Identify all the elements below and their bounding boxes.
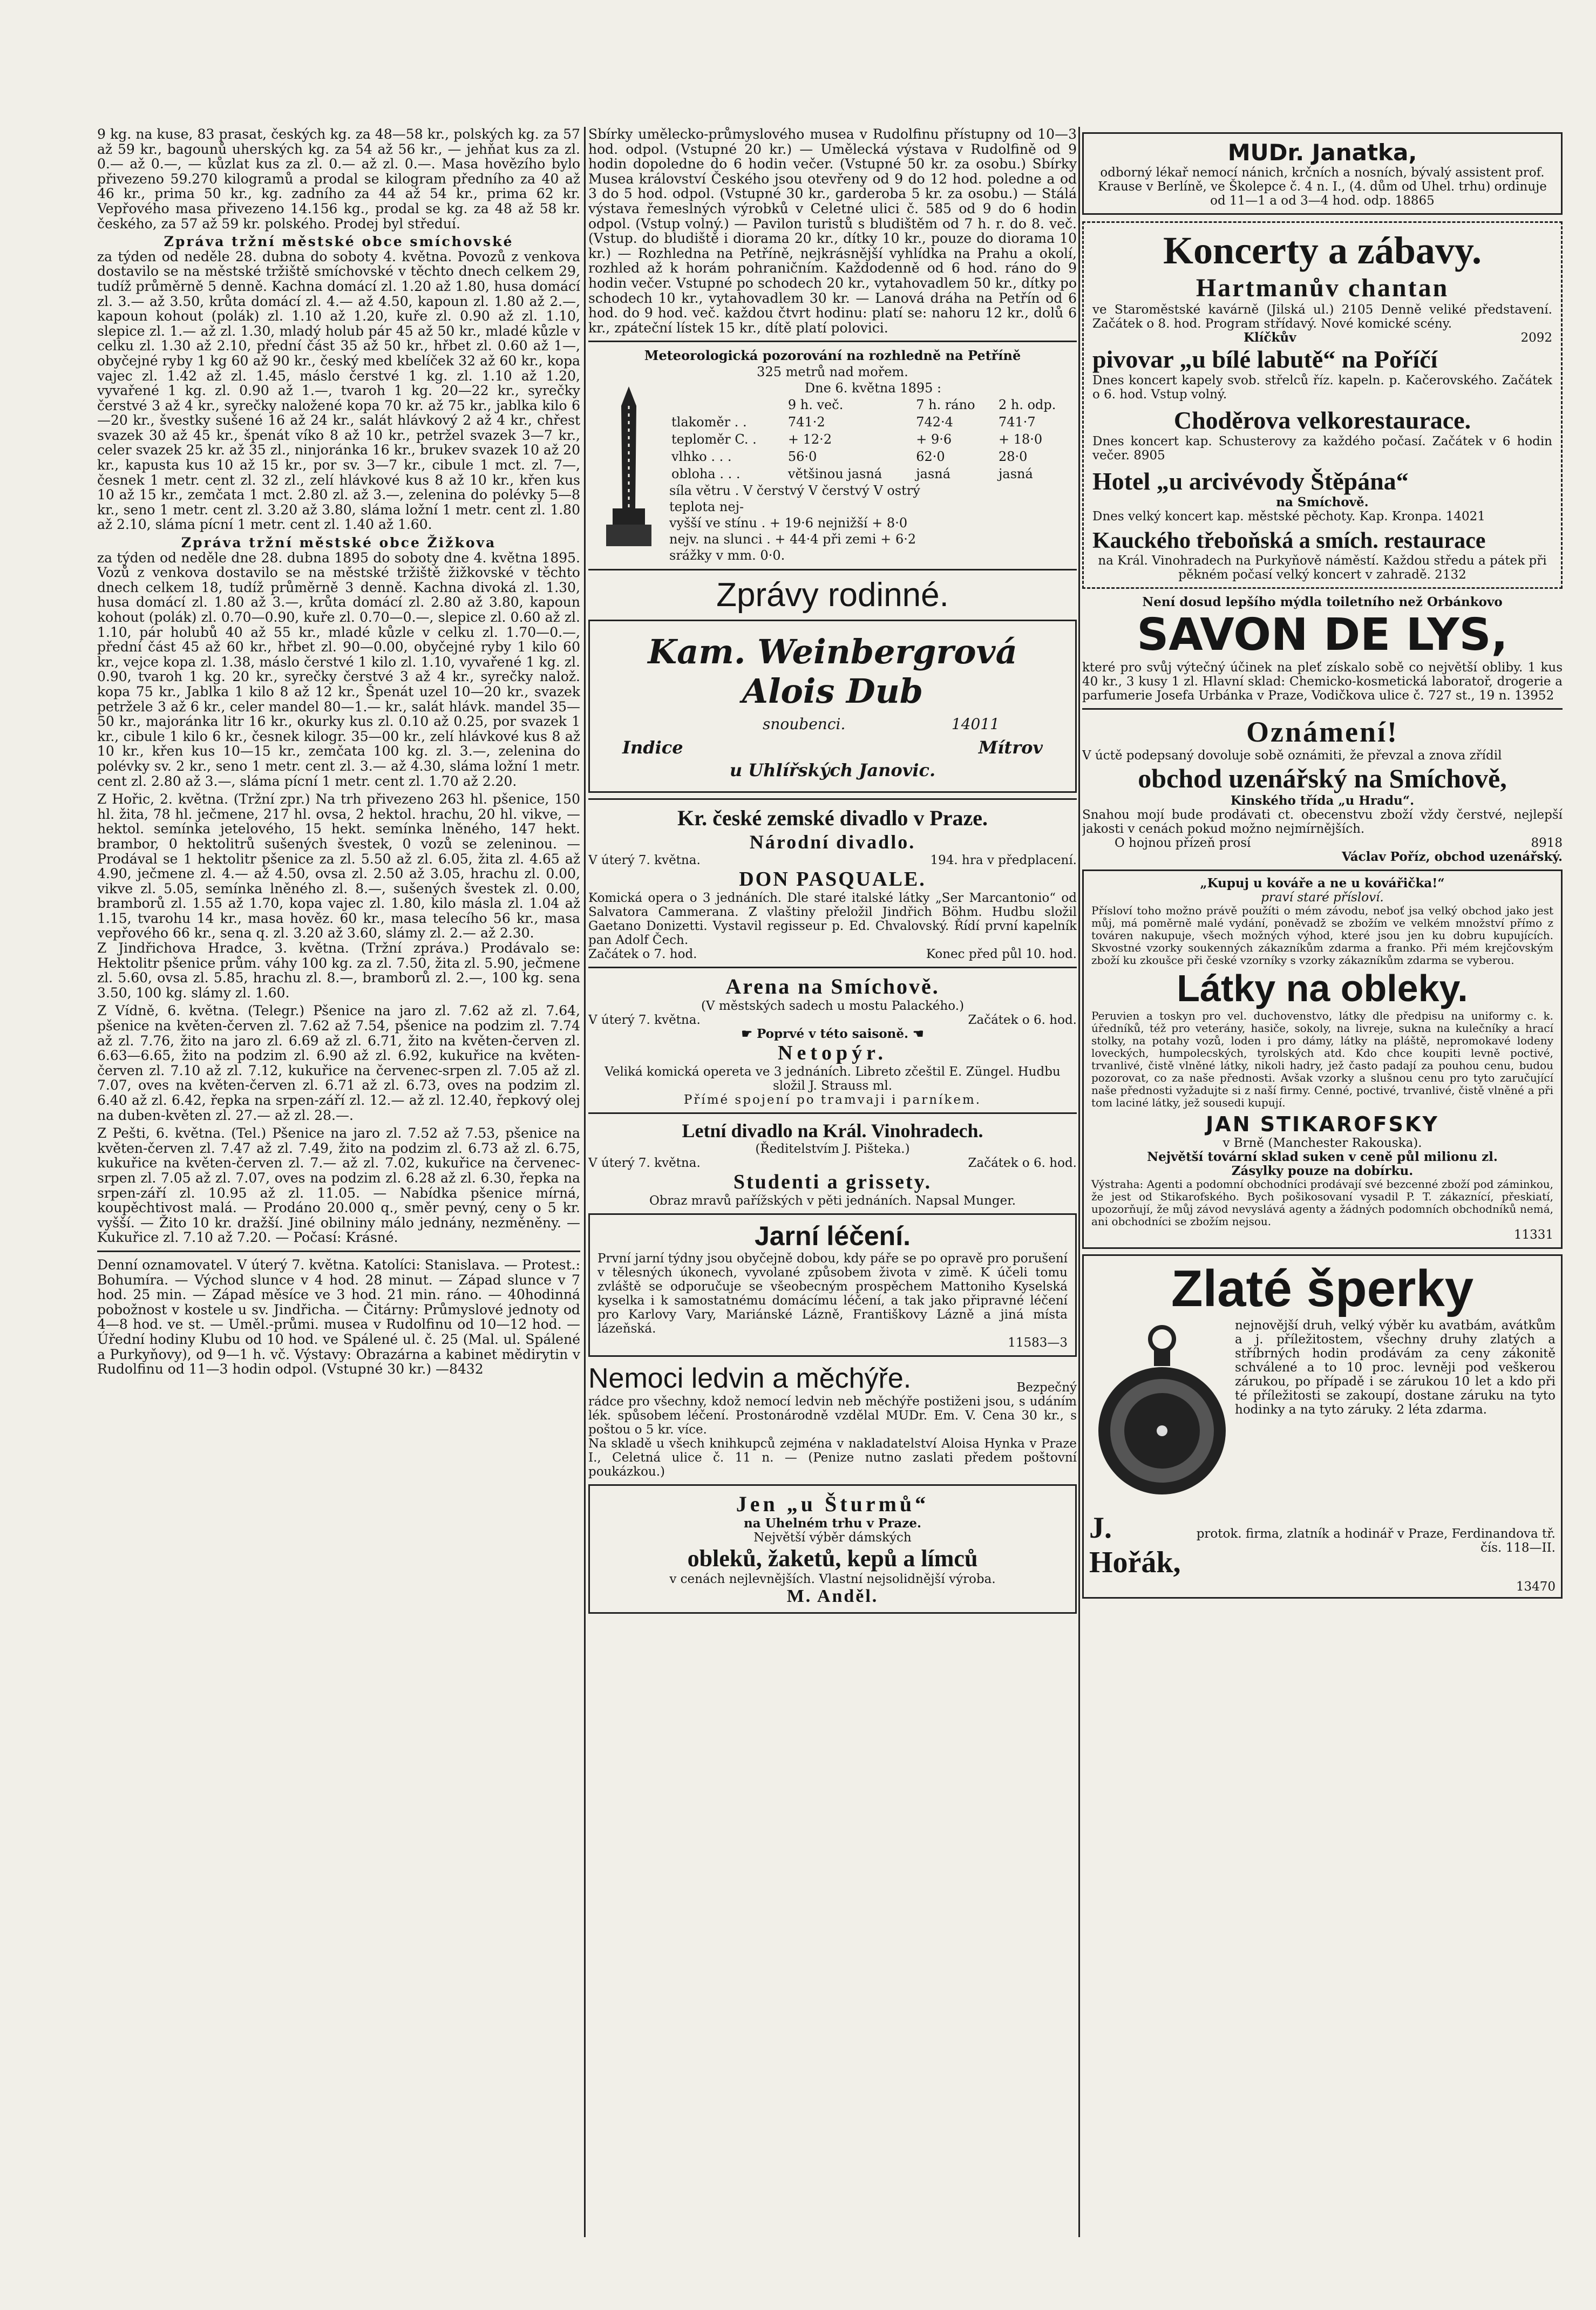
pivovar-details: Dnes koncert kapely svob. střelců říz. kapeln. p. Kačerovského. Začátek o 6. hod. Vstup volný. (1092, 373, 1552, 402)
weather-cell: 741·2 (787, 415, 825, 430)
column-rule (1078, 127, 1080, 2237)
soap-intro: Není dosud lepšího mýdla toiletního než Orbánkovo (1142, 595, 1503, 609)
hradec-report: Z Jindřichova Hradce, 3. května. (Tržní zpráva.) Prodávalo se: Hektolitr pšenice prům. váhy 100 kg. za zl. 7.50, žita zl. 5.90, ječmene zl. 5.60, ovsa zl. 5.85, hrachu zl. 8.—, bramborů zl. 2.—, 100 kg. sena 3.50, 100 kg. slámy zl. 1.60. (97, 940, 580, 1001)
sturm-goods: obleků, žaketů, kepů a límců (687, 1545, 978, 1572)
stikarofsky-slogan: Největší tovární sklad suken v ceně půl milionu zl. (1147, 1150, 1498, 1164)
butcher-owner: Václav Poříz, obchod uzenářský. (1342, 850, 1563, 864)
divider (1082, 708, 1563, 710)
spring-cure-title: Jarní léčení. (754, 1221, 911, 1252)
pest-report: Z Pešti, 6. května. (Tel.) Pšenice na jaro zl. 7.52 až 7.53, pšenice na květen-červen zl. 7.47 až zl. 7.49, žito na podzim zl. 6.73 až zl. 6.75, kukuřice na květen-červen zl. 7.— až zl. 7.02, kukuřice na červenec-srpen zl. 7.05 až zl. 7.07, oves na podzim zl. 6.28 až zl. 6.30, řepka na srpen-září zl. 10.95 až zl. 11.05. — Nabídka pšenice mírná, koupěchtivost malá. — Prodáno 20.000 q., směr pevný, ceny o 5 kr. vyšší. — Žito 10 kr. dražší. Jiné obilniny málo jednány, nezměněny. — Kukuřice zl. 7.10 až 7.20. — Počasí: Krásné. (97, 1125, 580, 1246)
engagement-place: u Uhlířských Janovic. (729, 760, 936, 781)
weather-cell: jasná (998, 466, 1033, 482)
hotel-details: Dnes velký koncert kap. městské pěchoty. Kap. Kronpa. 14021 (1092, 509, 1485, 524)
summer-play-description: Obraz mravů pařížských v pěti jednáních. Napsal Munger. (649, 1194, 1016, 1208)
arena-location: (V městských sadech u mostu Palackého.) (701, 999, 965, 1014)
summer-theatre-heading: Letní divadlo na Král. Vinohradech. (682, 1120, 983, 1142)
summer-theatre-start: Začátek o 6. hod. (968, 1156, 1077, 1171)
arena-date: V úterý 7. května. (588, 1013, 701, 1028)
latky-title: Látky na obleky. (1177, 967, 1468, 1009)
sturm-location: na Uhelném trhu v Praze. (743, 1516, 922, 1531)
announcement-title: Oznámení! (1246, 716, 1398, 748)
weather-cell: + 18·0 (998, 432, 1043, 447)
arena-heading: Arena na Smíchově. (725, 974, 940, 999)
divider (588, 798, 1077, 800)
choder-details: Dnes koncert kap. Schusterovy za každého počasí. Začátek v 6 hodin večer. 8905 (1092, 434, 1552, 463)
engagement-label: snoubenci. (763, 715, 846, 733)
announcement-intro: V úctě podepsaný dovoluje sobě oznámiti, že převzal a znova zřídil (1082, 749, 1502, 763)
weather-temp: teplota nej- (669, 499, 744, 515)
sturm-shop-ad (588, 1484, 1077, 1614)
horak-number: 13470 (1516, 1580, 1556, 1594)
operetta-title: Netopýr. (778, 1042, 887, 1065)
hotel-title: Hotel „u arcivévody Štěpána“ (1092, 467, 1409, 495)
column-market-reports (97, 127, 580, 2237)
engagement-bride: Kam. Weinbergrová (648, 632, 1017, 672)
weather-cell: většinou jasná (787, 466, 882, 482)
hotel-location: na Smíchově. (1276, 495, 1369, 509)
museum-notice: Sbírky umělecko-průmyslového musea v Rudolfinu přístupny od 10—3 hod. odpol. (Vstupné 20 kr.) — Umělecká výstava v Rudolfině od 9 hodin dopoledne do 6 hodin večer. (Vstupné 50 kr. za osobu.) Sbírky Musea království Českého jsou otevřeny od 9 do 12 hod. poledne a od 3 do 5 hod. odpol. (Vstupné 30 kr., garderoba 5 kr. za osobu.) — Stálá výstava řemeslných výrobků v Celetné ulici č. 585 od 9 do 6 hodin odpol. (Vstup volný.) — Pavilon turistů s bludištěm od 7 h. r. do 8. več. (Vstup. do bludiště i diorama 20 kr., dítky 10 kr., pouze do diorama 10 kr.) — Rozhledna na Petříně, nejkrásnější vyhlídka na Prahu a okolí, rozhled až k horám pohraničním. Každodenně od 6 hod. ráno do 9 hodin večer. Vstupné po schodech 20 kr., vytahovadlem 50 kr., dítky po schodech 10 kr., vytahovadlem 30 kr. — Lanová dráha na Petřín od 6 hod. do 9 hod. več. každou čtvrt hodinu: platí se: nahoru 12 kr., dolů 6 kr., zpáteční lístek 15 kr., dítě platí polovici. (588, 127, 1077, 336)
janatka-ad (1082, 132, 1563, 215)
stikarofsky-number: 11331 (1513, 1228, 1553, 1242)
engagement-place-left: Indice (622, 737, 683, 758)
weather-title: Meteorologická pozorování na rozhledně na Petříně (644, 348, 1021, 364)
theatre-heading: Kr. české zemské divadlo v Praze. (677, 806, 988, 831)
vienna-report: Z Vídně, 6. května. (Telegr.) Pšenice na jaro zl. 7.62 až zl. 7.64, pšenice na květen-červen zl. 7.62 až 7.54, pšenice na podzim zl. 7.74 až zl. 7.76, žito na jaro zl. 6.69 až zl. 6.71, žito na květen-červen zl. 6.63—6.65, žito na podzim zl. 6.90 až zl. 6.92, kukuřice na květen-červen zl. 7.10 až zl. 7.12, kukuřice na červenec-srpen zl. 7.05 až zl. 7.07, oves na květen-červen zl. 6.71 až zl. 6.73, oves na podzim zl. 6.40 až zl. 6.42, řepka na srpen-září zl. 12.— až zl. 12.40, řepkový olej na duben-květen zl. 27.— až zl. 28.—. (97, 1003, 580, 1123)
divider (588, 569, 1077, 570)
kupuj-body: Přísloví toho možno právě použíti o mém závodu, neboť jsa velký obchod jako jest můj, má poměrně malé vydání, poněvadž se zbožím ve velkém množství přímo z továren nakupuje, všech možných výhod, které jsou jen ku dobru kupujících. Skvostné vzorky soukenných zákazníkům zdarma a franko. Při mém krejčovským zboží ku zkoušce při české vzorníky s vzorky zákazníkům zdarma se vyberou. (1091, 904, 1553, 967)
weather-cell: jasná (916, 466, 951, 482)
stikarofsky-warning: Výstraha: Agenti a podomní obchodníci prodávají své bezcenné zboží pod záminkou, že jest od Stikarofského. Bych pošikosovaní vysadil P. T. zákaznící, přeskiatí, upozorňují, že můj závod nevyslává agenty a žádných podomních obchodníků nemá, ani obchodníci se zbožím nejsou. (1091, 1178, 1553, 1228)
weather-col-header: 2 h. odp. (998, 397, 1056, 413)
kidney-book-body: rádce pro všechny, kdož nemocí ledvin neb měchýře postiženi jsou, s udáním lék. spůsobem léčení. Prostonárodně vzdělal MUDr. Em. V. Cena 30 kr., s poštou o 5 kr. více. (588, 1395, 1077, 1437)
play-title: DON PASQUALE. (739, 868, 926, 891)
summer-play-title: Studenti a grissety. (733, 1171, 932, 1194)
operetta-description: Veliká komická opereta ve 3 jednáních. Libreto zčeštil E. Züngel. Hudbu složil J. Strauss ml. (605, 1065, 1061, 1093)
weather-cell: 741·7 (998, 415, 1036, 430)
family-news-heading: Zprávy rodinné. (716, 576, 949, 614)
sturm-prices: v cenách nejlevnějších. Vlastní nejsolidnější výroba. (669, 1572, 996, 1587)
weather-cell: 62·0 (916, 449, 945, 465)
zizkov-report: za týden od neděle dne 28. dubna 1895 do soboty dne 4. května 1895. Vozů z venkova dostavilo se na městské tržiště žižkovské v těchto dnech celkem 18, tudíž průměrně 3 denně. Kachna divoká zl. 1.30, husa domácí zl. 1.80 až 3.—, krůta domácí zl. 2.80 až 3.80, kapoun kohout (polák) zl. 0.70—0.90, kuře zl. 0.70—0.—, slepice zl. 0.60 až zl. 1.10, pár holubů 40 až 55 kr., mladé kůzle v celku zl. 1.70—0.—, přední část 45 až 60 kr., hřbet zl. 90—0.00, obyčejné ryby 1 kilo 60 kr., vejce kopa zl. 1.38, máslo čerstvé 1 kilo zl. 1.10, vyvařené 1 kg. zl. 0.90, tvaroh 1 kg. 20 kr., syrečky čerstvé 3 až 4 kr., syrečky nalož. kopa 75 kr., Jablka 1 kilo 8 až 12 kr., Špenát uzel 10—20 kr., svazek petržele 3 až 6 kr., celer mandel 80—1.— kr., salát hlávk. mandel 35—50 kr., majoránka litr 16 kr., okurky kus zl. 0.10 až 0.25, por svazek 1 kr., cibule 1 kilo 6 kr., česnek kilogr. 35—00 kr., zelí hlávkové kus 8 až 10 kr., křen kus 10—15 kr., zemčata 100 kg. zl. 3.—, zelenina do polévky sv. 2 kr., seno 1 metr. cent zl. 3.— až 4.30, sláma ložní 1 metr. cent zl. 2.80 až 3.—, sláma pícní 1 metr. cent zl. 1.70 až 2.20. (97, 549, 580, 789)
column-advertisements (1082, 127, 1563, 2237)
weather-date: Dne 6. května 1895 : (804, 381, 942, 396)
zizkov-headline: Zpráva tržní městské obce Žižkova (181, 535, 497, 551)
weather-table (669, 396, 1077, 483)
market-intro: 9 kg. na kuse, 83 prasat, českých kg. za 48—58 kr., polských kg. za 57 až 59 kr., bagounů uherských kg. za 54 až 56 kr., — jehňat kus za zl. 0.— až 0.—, — kůzlat kus za zl. 0.— až zl. 0.—. Masa hovězího bylo přivezeno 59.270 kilogramů a prodal se kilogram předního za 40 až 46 kr., prima 50 kr., kg. zadního za 44 až 54 kr., prima 62 kr. Vepřového masa přivezeno 14.156 kg., prodal se kg. za 48 až 58 kr. českého, za 57 až 59 kr. polského. Prodej byl středuí. (97, 127, 580, 232)
smichov-headline: Zpráva tržní městské obce smíchovské (164, 234, 514, 250)
divider (97, 1251, 580, 1252)
summer-theatre-director: (Ředitelstvím J. Pišteka.) (755, 1142, 910, 1157)
janatka-details: odborný lékař nemocí nánich, krčních a nosních, bývalý assistent prof. Krause v Berlíně, ve Školepce č. 4 n. I., (4. dům od Uhel. trhu) ordinuje od 11—1 a od 3—4 hod. odp. 18865 (1098, 166, 1547, 208)
jewellery-title: Zlaté šperky (1171, 1260, 1474, 1317)
sturm-owner: M. Anděl. (786, 1586, 879, 1607)
summer-theatre-date: V úterý 7. května. (588, 1156, 701, 1171)
kidney-book-side: Bezpečný (1016, 1381, 1077, 1395)
butcher-number: 8918 (1531, 836, 1563, 850)
column-culture (588, 127, 1077, 2237)
play-description: Komická opera o 3 jednáních. Dle staré italské látky „Ser Marcantonio“ od Salvatora Cammerana. Z vlaštiny přeložil Jindřich Böhm. Hudbu složil Gaetano Donizetti. Vystavil regisseur p. Ed. Chvalovský. Řídí první kapelník pan Adolf Čech. (588, 891, 1077, 948)
weather-row-label: obloha . . . (671, 466, 741, 482)
horak-firm: protok. firma, zlatník a hodinář v Praze, Ferdinandova tř. čís. 118—II. (1196, 1527, 1556, 1555)
column-rule (584, 127, 586, 2237)
pivovar-title: pivovar „u bílé labutě“ na Poříčí (1092, 345, 1438, 373)
weather-wind: síla větru . V čerstvý V čerstvý V ostrý (669, 483, 920, 499)
stikarofsky-name: JAN STIKAROFSKY (1206, 1112, 1439, 1136)
sturm-title: Jen „u Šturmů“ (736, 1492, 929, 1517)
play-start: Začátek o 7. hod. (588, 947, 697, 962)
weather-col-header: 9 h. več. (787, 397, 844, 413)
stikarofsky-cod: Zásylky pouze na dobírku. (1231, 1164, 1414, 1178)
engagement-number: 14011 (951, 715, 1000, 733)
theatre-date: V úterý 7. května. (588, 853, 701, 868)
janatka-name: MUDr. Janatka, (1227, 139, 1417, 166)
weather-cell: 742·4 (916, 415, 953, 430)
arena-start: Začátek o 6. hod. (968, 1013, 1077, 1028)
butcher-shop-title: obchod uzenářský na Smíchově, (1138, 763, 1507, 793)
kaucky-details: na Král. Vinohradech na Purkyňově náměstí. Každou středu a pátek při pěkném počasí velký koncert v zahradě. 2132 (1098, 554, 1547, 582)
national-theatre: Národní divadlo. (749, 831, 916, 853)
weather-cell: + 9·6 (916, 432, 952, 447)
spring-cure-body: První jarní týdny jsou obyčejně dobou, kdy páře se po opravě pro porušení v tělesných úkonech, vyvolané způsobem života v zimě. K účeli tomu zvláště se odporučuje se všeobecným prospěchem Mattoniho Kyselská kyselka i k samostatnému domácímu léčení, a tak jako připravné léčení pro Karlovy Vary, Mariánské Lázně, Františkovy Lázně a jiná místa lázeňská. (597, 1252, 1068, 1336)
transport-note: Přímé spojení po tramvaji i parníkem. (683, 1093, 982, 1108)
kaucky-title: Kauckého třeboňská a smích. restaurace (1092, 528, 1486, 553)
kupuj-sub: praví staré přísloví. (1261, 891, 1384, 905)
divider (588, 1112, 1077, 1114)
klicek-label: Klíčkův (1244, 330, 1296, 345)
hartman-title: Hartmanův chantan (1196, 274, 1449, 302)
obelisk-illustration-icon (588, 384, 669, 559)
stikarofsky-location: v Brně (Manchester Rakouska). (1223, 1136, 1422, 1150)
concerts-section (1082, 221, 1563, 589)
weather-cell: + 12·2 (787, 432, 832, 447)
savon-brand: SAVON DE LYS, (1137, 609, 1508, 661)
weather-height: 325 metrů nad mořem. (757, 364, 908, 380)
divider (588, 341, 1077, 342)
butcher-request: O hojnou přízeň prosí (1115, 836, 1251, 850)
arena-first-time: Poprvé v této saisoně. (756, 1027, 909, 1042)
weather-cell: 56·0 (787, 449, 817, 465)
weather-observations (588, 348, 1077, 563)
horak-name: J. Hořák, (1089, 1511, 1181, 1579)
weather-high: vyšší ve stínu . + 19·6 nejnižší + 8·0 (669, 515, 908, 531)
weather-row-label: tlakoměr . . (671, 415, 747, 430)
savon-details: které pro svůj výtečný účinek na pleť získalo sobě co největší obliby. 1 kus 40 kr., 3 kusy 1 zl. Hlavní sklad: Chemicko-kosmetická laboratoř, drogerie a parfumerie Josefa Urbánka v Praze, Vodičkova ulice č. 727 st., 19 n. 13952 (1082, 661, 1563, 703)
kupuj-title: „Kupuj u kováře a ne u kovářička!“ (1200, 876, 1445, 891)
engagement-announcement (588, 620, 1077, 793)
stikarofsky-ad (1082, 869, 1563, 1249)
klicek-number: 2092 (1520, 331, 1552, 345)
engagement-place-right: Mítrov (978, 737, 1043, 758)
engagement-groom: Alois Dub (742, 671, 923, 711)
concerts-heading: Koncerty a zábavy. (1163, 229, 1482, 272)
horak-jewellery-ad (1082, 1254, 1563, 1599)
jewellery-body: nejnovější druh, velký výběr ku avatbám, avátkům a j. příležitostem, všechny druhy zlatých a stříbrných hodin prodávám za ceny zákonitě schválené a to 10 proc. levněji pod veškerou zárukou, po případě i se zárukou 10 let a kdo při té příležitosti se zakoupí, dostane záruku na tyto hodinky a na tyto záruky. 2 léta zdarma. (1235, 1319, 1556, 1417)
butcher-shop-address: Kinského třída „u Hradu“. (1230, 793, 1415, 808)
divider (588, 967, 1077, 968)
weather-row-label: teploměr C. . (671, 432, 757, 447)
kidney-book-title: Nemoci ledvin a měchýře. (588, 1363, 912, 1395)
spring-cure-ad (588, 1213, 1077, 1357)
pocket-watch-illustration-icon (1089, 1323, 1235, 1506)
weather-cell: 28·0 (998, 449, 1028, 465)
weather-col-header: 7 h. ráno (916, 397, 975, 413)
weather-low: nejv. na slunci . + 44·4 při zemi + 6·2 (669, 532, 916, 547)
kidney-book-shop: Na skladě u všech knihkupců zejména v nakladatelství Aloisa Hynka v Praze I., Celetná ulice č. 11 n. — (Penize nutno zaslati předem poštovní poukázkou.) (588, 1437, 1077, 1479)
daily-notices: Denní oznamovatel. V úterý 7. května. Katolíci: Stanislava. — Protest.: Bohumíra. — Východ slunce v 4 hod. 28 minut. — Západ slunce v 7 hod. 25 min. — Západ měsíce ve 3 hod. 21 min. ráno. — 40hodinná pobožnost v kostele u sv. Jindřicha. — Čitárny: Průmyslové jednoty od 4—8 hod. ve st. — Uměl.-průmi. musea v Rudolfinu od 10—12 hod. — Úřední hodiny Klubu od 10 hod. ve Spálené ul. č. 25 (Mal. ul. Spálené a Purkyňovy), od 9—1 h. vč. Výstavy: Obrazárna a kabinet mědirytin v Rudolfinu od 11—3 hodin odpol. (Vstupné 30 kr.) —8432 (97, 1256, 580, 1377)
sturm-selection: Největší výběr dámských (753, 1531, 912, 1545)
horice-report: Z Hořic, 2. května. (Tržní zpr.) Na trh přivezeno 263 hl. pšenice, 150 hl. žita, 78 hl. ječmene, 217 hl. ovsa, 2 hektol. hrachu, 20 hl. vikve, — hektol. semínka jetelového, 15 hekt. semínka lněného, 147 hekt. brambor, 0 hektolitrů sušených švestek, 0 vozů se zeleninou. — Prodával se 1 hektolitr pšenice za zl. 5.50 až zl. 6.05, žita zl. 4.65 až 4.90, ječmene zl. 4.— až 4.50, ovsa zl. 2.50 až 3.05, hrachu zl. 0.00, vikve zl. 5.05, semínka lněného zl. 8.—, sušených švestek zl. 0.00, bramborů zl. 1.55 až 1.70, kopa vajec zl. 1.80, kilo másla zl. 1.04 až 1.15, tvarohu 14 kr., masa hověz. 60 kr., masa telecího 56 kr., masa vepřového 66 kr., sena q. zl. 3.20 až 3.60, slámy zl. 2.— až 2.30. (97, 791, 580, 941)
hartman-details: ve Staroměstské kavárně (Jilská ul.) 2105 Denně veliké představení. Začátek o 8. hod. Program střídavý. Nové komické scény. (1092, 303, 1552, 331)
pointing-hand-icon: ☚ (913, 1027, 924, 1042)
butcher-shop-body: Snahou mojí bude prodávati ct. obecenstvu zboží vždy čerstvé, nejlepší jakosti v cenách pokud možno nejmírnějších. (1082, 808, 1563, 836)
choder-title: Choděrova velkorestaurace. (1173, 406, 1471, 434)
latky-body: Peruvien a toskyn pro vel. duchovenstvo, látky dle předpisu na uniformy c. k. úředníků, též pro veterány, hasiče, sokoly, na livreje, sukna na kulečníky a hrací stolky, na potahy vozů, loden i pro dámy, látky na pláště, nepromokavé lodeny loveckých, humpolecských, tyrolských atd. Kdo chce koupiti levně poctivé, trvanlivé, čistě vlněné látky, nikoli hadry, jež často padají za pouhou cenu, budou pozorovat, co za naše přednosti. Avšak vzorky a slušnou cenu pro tyto zaručující naše přednosti vyžadujte si z naší firmy. Cenné, poctivé, trvanlivé, čistě vlněné a při tom laciné látky, jež sousedi kupují. (1091, 1009, 1553, 1109)
play-end: Konec před půl 10. hod. (926, 947, 1077, 962)
spring-cure-number: 11583—3 (1008, 1336, 1068, 1350)
weather-row-label: vlhko . . . (671, 449, 732, 465)
weather-rain: srážky v mm. 0·0. (669, 548, 785, 563)
pointing-hand-icon: ☛ (741, 1027, 752, 1042)
theatre-subscription: 194. hra v předplacení. (930, 853, 1077, 868)
smichov-report: za týden od neděle 28. dubna do soboty 4. května. Povozů z venkova dostavilo se na městské tržiště smíchovské v těchto dnech celkem 29, tudíž průměrně 5 denně. Kachna domácí zl. 1.20 až 1.80, husa domácí zl. 3.— až 3.50, krůta domácí zl. 4.— až 4.50, kapoun zl. 1.80 až 2.—, kapoun kohout (polák) zl. 1.10 až 1.20, kuře zl. 0.90 až zl. 1.10, slepice zl. 1.— až zl. 1.30, mladý holub pár 45 až 50 kr., mladé kůzle v celku zl. 1.30 až 2.10, přední část 35 až 50 kr., hřbet zl. 0.60 až 1—, obyčejné ryby 1 kg 60 až 90 kr., český med kbelíček 32 až 60 kr., kopa vajec zl. 1.42 až zl. 1.45, máslo čerstvé 1 kg. zl. 1.10 až 1.20, vyvařené 1 kg. zl. 0.90 až 1.—, tvaroh 1 kg. 20—22 kr., syrečky čerstvé 3 až 4 kr., syrečky naložené kopa 70 kr. až 75 kr., jablka kilo 6—20 kr., švestky sušené 16 až 24 kr., salát hlávkový 2 až 4 kr., chřest svazek 30 až 45 kr., špenát víko 8 až 10 kr., petržel svazek 3—7 kr., celer svazek 25 kr. až 35 zl., ninjoránka 16 kr., brukev svazek 10 až 20 kr., kapusta kus 10 až 15 kr., por sv. 3—7 kr., cibule 1 mct. zl. 7—, česnek 1 metr. cent zl. 32 zl., zelí hlávkové kus 8 až 10 kr., křen kus 10 až 15 kr., zemčata 1 mct. 2.80 zl. až 3.—, zelenina do polévky 5—8 kr., seno 1 metr. cent zl. 3.20 až 3.80, sláma ložní 1 metr. cent zl. 1.80 až 2.10, sláma pícní 1 metr. cent zl. 1.40 až 1.60. (97, 248, 580, 533)
